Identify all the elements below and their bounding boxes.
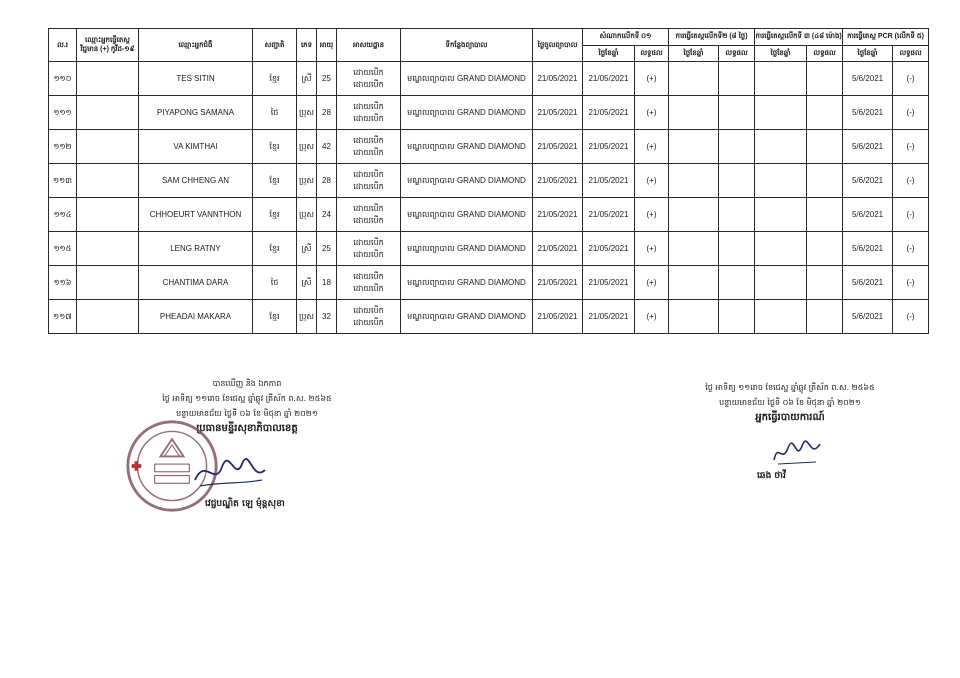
address-line: ដោយបើក [353,147,384,157]
cell-admit-date: 21/05/2021 [533,232,583,266]
address-line: ដោយបើក [353,203,384,213]
cell-treatment-place: មណ្ឌលព្យាបាល GRAND DIAMOND [401,62,533,96]
cell-test1-result: (+) [635,300,669,334]
cell-no: ១១០ [49,62,77,96]
table-row [49,266,929,300]
cell-test3-date [755,130,807,164]
header-sub-result: លទ្ធផល [635,45,669,62]
reporter-name: ឆេង ថាវី [757,471,786,481]
cell-no: ១១៧ [49,300,77,334]
cell-nationality: ថៃ [253,266,297,300]
cell-name: LENG RATNY [139,232,253,266]
header-test-1: សំណាកលើកទី ០១ [583,29,669,46]
header-sub-date: ថ្ងៃខែឆ្នាំ [843,45,893,62]
cell-test1-result: (+) [635,164,669,198]
address-line: ដោយបើក [353,305,384,315]
cell-test-place [77,164,139,198]
cell-test1-date: 21/05/2021 [583,130,635,164]
cell-test3-date [755,164,807,198]
cell-treatment-place: មណ្ឌលព្យាបាល GRAND DIAMOND [401,198,533,232]
address-line: ដោយបើក [353,181,384,191]
cell-test2-result [719,300,755,334]
cell-treatment-place: មណ្ឌលព្យាបាល GRAND DIAMOND [401,266,533,300]
cell-age: 25 [317,232,337,266]
cell-test3-result [807,266,843,300]
cell-sex: ប្រុស [297,300,317,334]
cell-test1-date: 21/05/2021 [583,232,635,266]
cell-no: ១១៣ [49,164,77,198]
cell-test2-result [719,164,755,198]
table-row [49,300,929,334]
cell-name: PIYAPONG SAMANA [139,96,253,130]
header-treatment-place: ទីកន្លែងព្យាបាល [401,29,533,62]
cell-test-place [77,96,139,130]
header-address: អាសយដ្ឋាន [337,29,401,62]
cell-test4-date: 5/6/2021 [843,300,893,334]
cell-test2-date [669,266,719,300]
cell-name: SAM CHHENG AN [139,164,253,198]
cell-test3-result [807,96,843,130]
address-line: ដោយបើក [353,169,384,179]
cell-treatment-place: មណ្ឌលព្យាបាល GRAND DIAMOND [401,164,533,198]
cell-test3-date [755,198,807,232]
header-test-4: ការធ្វើតេស្ត PCR (លើកទី ៥) [843,29,929,46]
header-sub-date: ថ្ងៃខែឆ្នាំ [755,45,807,62]
cell-address [337,232,401,266]
cell-test3-date [755,62,807,96]
header-name: ឈ្មោះអ្នកជំងឺ [139,29,253,62]
patient-records-table [48,28,929,334]
cell-admit-date: 21/05/2021 [533,164,583,198]
cell-test1-date: 21/05/2021 [583,198,635,232]
address-line: ដោយបើក [353,271,384,281]
cell-test1-date: 21/05/2021 [583,266,635,300]
cell-test3-result [807,198,843,232]
table-row [49,164,929,198]
cell-test2-date [669,300,719,334]
cell-test2-date [669,198,719,232]
cell-test4-date: 5/6/2021 [843,130,893,164]
cell-test-place [77,198,139,232]
cell-admit-date: 21/05/2021 [533,130,583,164]
cell-test1-date: 21/05/2021 [583,62,635,96]
cell-no: ១១៦ [49,266,77,300]
cell-address [337,266,401,300]
cell-test4-date: 5/6/2021 [843,62,893,96]
header-admit-date: ថ្ងៃចូលព្យាបាល [533,29,583,62]
address-line: ដោយបើក [353,113,384,123]
cell-nationality: ខ្មែរ [253,62,297,96]
cell-test3-date [755,96,807,130]
address-line: ដោយបើក [353,249,384,259]
cell-age: 24 [317,198,337,232]
cell-test1-date: 21/05/2021 [583,300,635,334]
solar-date: បន្ទាយមានជ័យ ថ្ងៃទី ០៦ ខែ មិថុនា ឆ្នាំ ២០២១ [176,409,318,418]
cell-address [337,300,401,334]
cell-sex: ប្រុស [297,198,317,232]
cell-test1-result: (+) [635,96,669,130]
cell-no: ១១៥ [49,232,77,266]
cell-name: TES SITIN [139,62,253,96]
header-sub-result: លទ្ធផល [807,45,843,62]
cell-test1-date: 21/05/2021 [583,164,635,198]
cell-test4-result: (-) [893,266,929,300]
address-line: ដោយបើក [353,237,384,247]
address-line: ដោយបើក [353,283,384,293]
address-line: ដោយបើក [353,67,384,77]
cell-test2-date [669,62,719,96]
cell-test3-result [807,232,843,266]
cell-test1-result: (+) [635,62,669,96]
cell-sex: ប្រុស [297,96,317,130]
cell-admit-date: 21/05/2021 [533,198,583,232]
address-line: ដោយបើក [353,101,384,111]
cell-nationality: ខ្មែរ [253,198,297,232]
cell-test1-result: (+) [635,198,669,232]
cell-test2-result [719,62,755,96]
address-line: ដោយបើក [353,215,384,225]
lunar-date: ថ្ងៃ អាទិត្យ ១១រោច ខែជេស្ឋ ឆ្នាំឆ្លូវ ត្រីស័ក ព.ស. ២៥៦៥ [705,383,875,392]
cell-treatment-place: មណ្ឌលព្យាបាល GRAND DIAMOND [401,130,533,164]
cell-name: CHANTIMA DARA [139,266,253,300]
cell-test2-date [669,96,719,130]
cell-age: 25 [317,62,337,96]
table-row [49,130,929,164]
cell-test2-date [669,164,719,198]
cell-test4-result: (-) [893,232,929,266]
cell-test-place [77,62,139,96]
cell-test3-date [755,266,807,300]
table-row [49,96,929,130]
cell-test2-result [719,130,755,164]
cell-test4-result: (-) [893,96,929,130]
cell-sex: ស្រី [297,62,317,96]
header-nationality: សញ្ជាតិ [253,29,297,62]
address-line: ដោយបើក [353,317,384,327]
cell-test3-result [807,130,843,164]
cell-test2-date [669,232,719,266]
header-sub-date: ថ្ងៃខែឆ្នាំ [583,45,635,62]
cell-nationality: ខ្មែរ [253,300,297,334]
cell-sex: ស្រី [297,266,317,300]
cell-test1-result: (+) [635,232,669,266]
cell-test4-result: (-) [893,62,929,96]
cell-sex: ប្រុស [297,130,317,164]
cell-age: 42 [317,130,337,164]
cell-address [337,130,401,164]
cell-address [337,62,401,96]
cell-nationality: ខ្មែរ [253,164,297,198]
header-test-3: ការធ្វើតេស្តលើកទី ៣ (៤៨ ម៉ោង) [755,29,843,46]
cell-no: ១១៤ [49,198,77,232]
cell-test3-result [807,62,843,96]
address-line: ដោយបើក [353,79,384,89]
header-sub-result: លទ្ធផល [893,45,929,62]
header-age: អាយុ [317,29,337,62]
cell-test4-result: (-) [893,300,929,334]
cell-address [337,198,401,232]
cell-test3-result [807,164,843,198]
cell-test4-date: 5/6/2021 [843,164,893,198]
cell-test1-result: (+) [635,266,669,300]
cell-test2-result [719,96,755,130]
cell-nationality: ខ្មែរ [253,130,297,164]
cell-name: CHHOEURT VANNTHON [139,198,253,232]
cell-admit-date: 21/05/2021 [533,96,583,130]
cell-age: 28 [317,96,337,130]
cell-age: 18 [317,266,337,300]
cell-treatment-place: មណ្ឌលព្យាបាល GRAND DIAMOND [401,232,533,266]
cell-address [337,164,401,198]
cell-test-place [77,232,139,266]
header-test-2: ការធ្វើតេស្តលើកទី២ (៨ ថ្ងៃ) [669,29,755,46]
cell-treatment-place: មណ្ឌលព្យាបាល GRAND DIAMOND [401,300,533,334]
cell-admit-date: 21/05/2021 [533,300,583,334]
cell-admit-date: 21/05/2021 [533,266,583,300]
cell-nationality: ថៃ [253,96,297,130]
table-body [49,62,929,334]
address-line: ដោយបើក [353,135,384,145]
header-no: ល.រ [49,29,77,62]
table-header [49,29,929,62]
cell-test2-result [719,198,755,232]
table-row [49,232,929,266]
cell-test3-result [807,300,843,334]
table-row [49,198,929,232]
cell-test4-result: (-) [893,198,929,232]
header-sub-date: ថ្ងៃខែឆ្នាំ [669,45,719,62]
cell-test4-date: 5/6/2021 [843,198,893,232]
cell-test2-date [669,130,719,164]
cell-age: 32 [317,300,337,334]
cell-test2-result [719,232,755,266]
director-signature-mark [190,452,270,492]
cell-test-place [77,266,139,300]
cell-test4-result: (-) [893,164,929,198]
cell-test-place [77,300,139,334]
cell-test3-date [755,300,807,334]
cell-sex: ស្រី [297,232,317,266]
table-row [49,62,929,96]
cell-test4-date: 5/6/2021 [843,96,893,130]
director-title: ប្រធានមន្ទីរសុខាភិបាលខេត្ត [196,423,298,434]
header-test-place: ឈ្មោះអ្នកធ្វើតេស្តវិជ្ជមាន (+) កូវីដ-១៩ [77,29,139,62]
cell-test4-date: 5/6/2021 [843,266,893,300]
cell-test2-result [719,266,755,300]
cell-name: PHEADAI MAKARA [139,300,253,334]
cell-test4-date: 5/6/2021 [843,232,893,266]
header-sub-result: លទ្ធផល [719,45,755,62]
cell-address [337,96,401,130]
header-sex: ភេទ [297,29,317,62]
reporter-title: អ្នកធ្វើរបាយការណ៍ [755,412,825,423]
director-name: វេជ្ជបណ្ឌិត ឡេ ម៉ុន្ដសុខា [205,499,285,509]
cell-age: 28 [317,164,337,198]
cell-name: VA KIMTHAI [139,130,253,164]
cell-treatment-place: មណ្ឌលព្យាបាល GRAND DIAMOND [401,96,533,130]
reporter-signature-mark [770,438,828,468]
right-signature-block [645,380,935,425]
cell-test-place [77,130,139,164]
cell-test4-result: (-) [893,130,929,164]
cell-test1-result: (+) [635,130,669,164]
cell-test3-date [755,232,807,266]
cell-nationality: ខ្មែរ [253,232,297,266]
approval-label: បានឃើញ និង ឯកភាព [212,379,282,388]
cell-no: ១១២ [49,130,77,164]
cell-test1-date: 21/05/2021 [583,96,635,130]
lunar-date: ថ្ងៃ អាទិត្យ ១១រោច ខែជេស្ឋ ឆ្នាំឆ្លូវ ត្រីស័ក ព.ស. ២៥៦៥ [162,394,332,403]
cell-no: ១១១ [49,96,77,130]
cell-admit-date: 21/05/2021 [533,62,583,96]
solar-date: បន្ទាយមានជ័យ ថ្ងៃទី ០៦ ខែ មិថុនា ឆ្នាំ ២០២១ [719,398,861,407]
cell-sex: ប្រុស [297,164,317,198]
